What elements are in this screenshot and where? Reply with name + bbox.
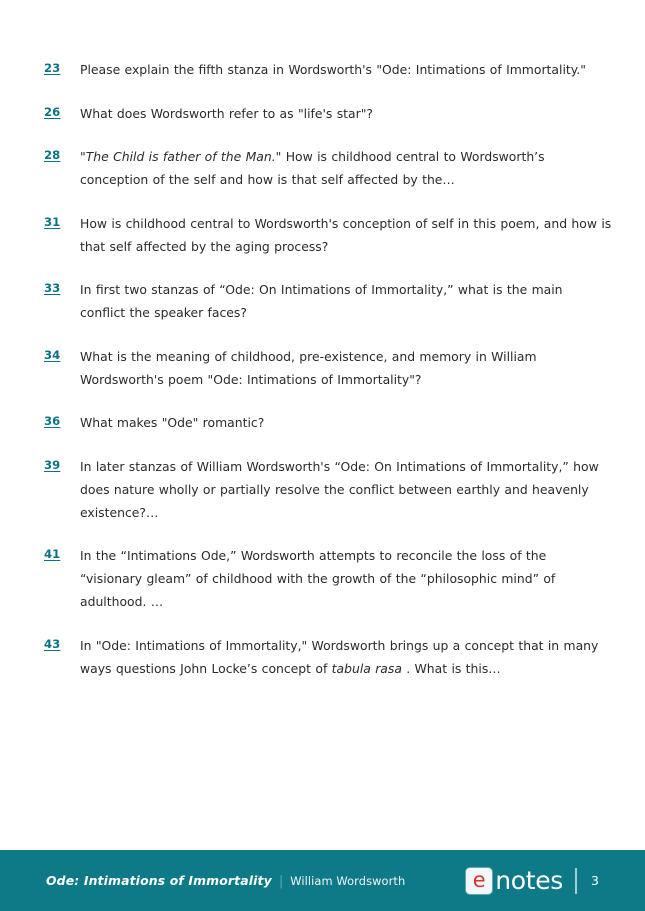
question-text: In first two stanzas of “Ode: On Intimations of Immortality,” what is the main conflict the speaker faces? bbox=[80, 282, 563, 320]
question-item[interactable] bbox=[44, 58, 612, 81]
enotes-logo-e-icon: e bbox=[466, 868, 492, 894]
question-text: How is childhood central to Wordsworth's conception of self in this poem, and how is that self affected by the aging process? bbox=[80, 215, 612, 254]
question-text-body: In "Ode: Intimations of Immortality," Wordsworth brings up a concept that in many ways questions John Locke’s concept of bbox=[80, 637, 599, 676]
footer-separator: | bbox=[278, 873, 284, 889]
question-item[interactable] bbox=[44, 278, 612, 324]
question-number-link[interactable]: 33 bbox=[44, 281, 61, 295]
question-quote: tabula rasa bbox=[331, 660, 402, 676]
question-text: What is the meaning of childhood, pre-existence, and memory in William Wordsworth's poem "Ode: Intimations of Immortality"? bbox=[80, 348, 537, 387]
page-number: 3 bbox=[591, 873, 599, 888]
footer-branding bbox=[466, 868, 645, 894]
question-item[interactable] bbox=[44, 411, 612, 434]
footer-vertical-divider bbox=[575, 868, 577, 894]
enotes-logo[interactable] bbox=[466, 868, 563, 894]
question-number-link[interactable]: 39 bbox=[44, 457, 61, 472]
question-number-link[interactable]: 31 bbox=[44, 214, 61, 229]
question-text: Please explain the fifth stanza in Wordsworth's "Ode: Intimations of Immortality." bbox=[80, 62, 586, 77]
question-item[interactable] bbox=[44, 345, 612, 391]
question-number-link[interactable]: 28 bbox=[44, 148, 61, 162]
question-item[interactable] bbox=[44, 455, 612, 524]
question-quote: "The Child is father of the Man." bbox=[80, 149, 282, 164]
question-number-link[interactable]: 36 bbox=[44, 414, 61, 428]
question-text-tail: . What is this… bbox=[401, 660, 501, 676]
question-text bbox=[80, 145, 612, 191]
footer-work-title: Ode: Intimations of Immortality bbox=[46, 872, 272, 888]
page-footer bbox=[0, 850, 645, 911]
question-text bbox=[80, 634, 612, 680]
question-item[interactable] bbox=[44, 544, 612, 613]
question-text: In later stanzas of William Wordsworth's “Ode: On Intimations of Immortality,” how does nature wholly or partially resolve the conflict between earthly and heavenly existence?… bbox=[80, 458, 599, 520]
question-text-body: How is childhood central to Wordsworth’s conception of the self and how is that self affected by the… bbox=[80, 149, 545, 187]
question-number-link[interactable]: 23 bbox=[44, 61, 61, 75]
question-item[interactable] bbox=[44, 634, 612, 680]
question-text: What does Wordsworth refer to as "life's star"? bbox=[80, 105, 373, 121]
question-number-link[interactable]: 26 bbox=[44, 104, 61, 119]
footer-author-name: William Wordsworth bbox=[290, 873, 406, 888]
question-number-link[interactable]: 43 bbox=[44, 636, 61, 651]
question-text: In the “Intimations Ode,” Wordsworth attempts to reconcile the loss of the “visionary gleam” of childhood with the growth of the “philosophic mind” of adulthood. … bbox=[80, 548, 556, 609]
question-item[interactable] bbox=[44, 145, 612, 191]
question-number-link[interactable]: 41 bbox=[44, 547, 61, 561]
enotes-logo-wordmark: notes bbox=[495, 866, 564, 895]
question-text: What makes "Ode" romantic? bbox=[80, 415, 265, 430]
footer-citation bbox=[46, 873, 405, 889]
question-item[interactable] bbox=[44, 102, 612, 125]
question-item[interactable] bbox=[44, 212, 612, 258]
question-number-link[interactable]: 34 bbox=[44, 347, 61, 362]
question-list bbox=[44, 58, 612, 700]
